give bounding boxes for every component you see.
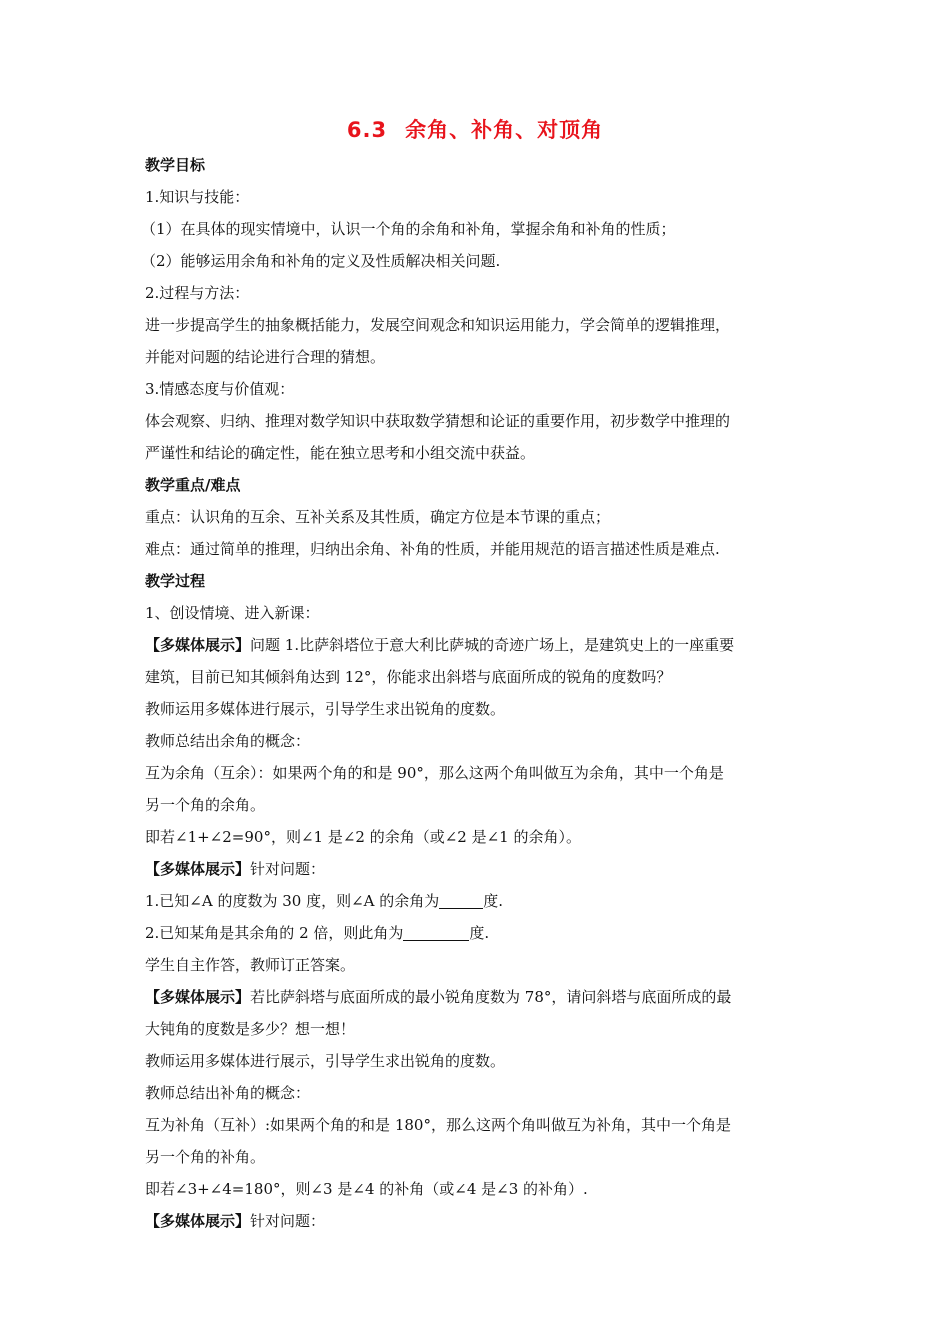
goal-2b: 并能对问题的结论进行合理的猜想。 xyxy=(145,348,386,366)
teacher-note-4: 教师运用多媒体进行展示，引导学生求出锐角的度数。 xyxy=(145,1052,506,1070)
multimedia-cont-1: 建筑，目前已知其倾斜角达到 12°，你能求出斜塔与底面所成的锐角的度数吗？ xyxy=(145,668,672,686)
multimedia-text: 问题 1.比萨斜塔位于意大利比萨城的奇迹广场上，是建筑史上的一座重要 xyxy=(250,636,735,654)
multimedia-text: 针对问题： xyxy=(250,860,326,878)
goal-3a: 体会观察、归纳、推理对数学知识中获取数学猜想和论证的重要作用，初步数学中推理的 xyxy=(145,412,731,430)
goal-1b: （2）能够运用余角和补角的定义及性质解决相关问题. xyxy=(141,252,501,270)
goal-3b: 严谨性和结论的确定性，能在独立思考和小组交流中获益。 xyxy=(145,444,536,462)
goals-heading: 教学目标 xyxy=(145,156,206,174)
teacher-note-3: 学生自主作答，教师订正答案。 xyxy=(145,956,356,974)
supplement-definition-cont: 另一个角的补角。 xyxy=(145,1148,266,1166)
question-1 xyxy=(145,890,815,912)
complement-definition: 互为余角（互余）：如果两个角的和是 90°，那么这两个角叫做互为余角，其中一个角是 xyxy=(145,764,724,782)
complement-example: 即若∠1+∠2=90°，则∠1 是∠2 的余角（或∠2 是∠1 的余角）。 xyxy=(145,828,581,846)
question-2-unit: 度. xyxy=(469,924,490,942)
document-title xyxy=(0,114,950,144)
multimedia-text: 针对问题： xyxy=(250,1212,326,1230)
multimedia-block-4 xyxy=(145,1210,815,1232)
teacher-note-2: 教师总结出余角的概念： xyxy=(145,732,311,750)
process-step-1: 1、创设情境、进入新课： xyxy=(145,604,320,622)
process-heading: 教学过程 xyxy=(145,572,206,590)
question-1-text: 1.已知∠A 的度数为 30 度，则∠A 的余角为 xyxy=(145,892,440,910)
supplement-example: 即若∠3+∠4=180°，则∠3 是∠4 的补角（或∠4 是∠3 的补角）. xyxy=(145,1180,588,1198)
answer-blank-2 xyxy=(403,924,469,941)
multimedia-tag: 【多媒体展示】 xyxy=(145,860,251,878)
multimedia-block-2 xyxy=(145,858,815,880)
goal-1a: （1）在具体的现实情境中，认识一个角的余角和补角，掌握余角和补角的性质； xyxy=(141,220,676,238)
section-number: 6.3 xyxy=(346,118,388,142)
question-1-unit: 度. xyxy=(483,892,504,910)
multimedia-block-1 xyxy=(145,634,815,656)
key-heading: 教学重点/难点 xyxy=(145,476,241,494)
goal-2: 2.过程与方法： xyxy=(145,284,250,302)
teacher-note-5: 教师总结出补角的概念： xyxy=(145,1084,311,1102)
multimedia-tag: 【多媒体展示】 xyxy=(145,1212,251,1230)
question-2-text: 2.已知某角是其余角的 2 倍，则此角为 xyxy=(145,924,404,942)
supplement-definition: 互为补角（互补）:如果两个角的和是 180°，那么这两个角叫做互为补角，其中一个角是 xyxy=(145,1116,731,1134)
multimedia-cont-3: 大钝角的度数是多少？想一想！ xyxy=(145,1020,356,1038)
difficult-point: 难点：通过简单的推理，归纳出余角、补角的性质，并能用规范的语言描述性质是难点. xyxy=(145,540,720,558)
goal-3: 3.情感态度与价值观： xyxy=(145,380,295,398)
key-point: 重点：认识角的互余、互补关系及其性质，确定方位是本节课的重点； xyxy=(145,508,611,526)
multimedia-tag: 【多媒体展示】 xyxy=(145,988,251,1006)
multimedia-tag: 【多媒体展示】 xyxy=(145,636,251,654)
title-text: 余角、补角、对顶角 xyxy=(405,118,604,142)
complement-definition-cont: 另一个角的余角。 xyxy=(145,796,266,814)
multimedia-block-3 xyxy=(145,986,815,1008)
question-2 xyxy=(145,922,815,944)
teacher-note-1: 教师运用多媒体进行展示，引导学生求出锐角的度数。 xyxy=(145,700,506,718)
answer-blank-1 xyxy=(439,892,483,909)
multimedia-text: 若比萨斜塔与底面所成的最小锐角度数为 78°，请问斜塔与底面所成的最 xyxy=(250,988,732,1006)
goal-1: 1.知识与技能： xyxy=(145,188,250,206)
goal-2a: 进一步提高学生的抽象概括能力，发展空间观念和知识运用能力，学会简单的逻辑推理， xyxy=(145,316,731,334)
